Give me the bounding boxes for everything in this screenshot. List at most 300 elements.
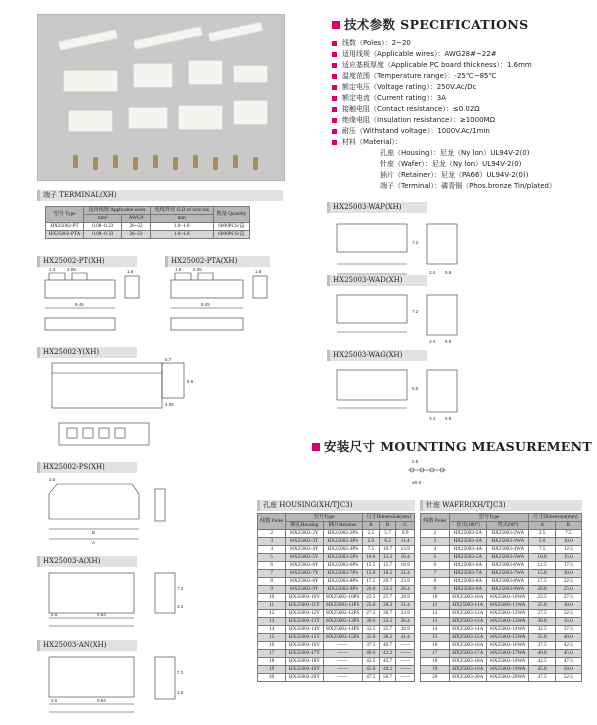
wap-side-view [427,224,457,264]
table-cell: HX25003-14WA [487,626,529,634]
y-header: HX25002-Y(XH) [37,347,137,358]
table-cell: HX25003-13WA [487,618,529,626]
table-cell: HX25002-10Y [286,594,323,602]
terminal-header [37,190,283,201]
table-cell: 20 [258,674,286,682]
wad-drawing [327,287,497,347]
table-cell: 15.0 [555,554,581,562]
table-cell: 18 [421,658,450,666]
table-cell: 45.0 [555,650,581,658]
table-row [258,634,415,642]
table-cell: 38.9 [396,626,415,634]
table-cell: 18.9 [396,562,415,570]
table-cell: 40.0 [362,650,379,658]
table-cell: 9 [258,586,286,594]
table-cell: 25.0 [555,586,581,594]
table-cell: 18 [258,658,286,666]
table-cell: 20.0 [362,586,379,594]
table-cell: 8 [421,578,450,586]
table-cell: HX25003-6A [449,562,487,570]
table-row [258,538,415,546]
table-cell: 10.0 [529,554,555,562]
table-cell: HX25003-13A [449,618,487,626]
table-cell: HX25003-3WA [487,538,529,546]
wafer-h-poles: 线数 Poles [421,514,450,530]
table-cell: 22.5 [529,594,555,602]
table-cell: 13.9 [396,546,415,554]
table-cell: HX25003-15WA [487,634,529,642]
an-dim-b: 1.5 [177,690,184,695]
table-cell: 23.2 [379,586,396,594]
table-cell: HX25002-7PS [323,570,362,578]
a-drawing [37,568,187,630]
table-cell: 42.5 [555,642,581,650]
table-cell: 40.7 [379,642,396,650]
table-row [421,650,582,658]
table-cell: HX25003-10A [449,594,487,602]
table-cell: HX25003-7A [449,570,487,578]
table-cell: 27.5 [555,594,581,602]
ps-side-view [155,489,165,521]
spec-item: 适用线规（Applicable wires）：AWG28#~22# [332,49,592,60]
y-bottom-view [59,423,149,445]
table-row [258,650,415,658]
table-row [421,674,582,682]
table-cell: HX25003-20WA [487,674,529,682]
table-cell: HX25002-9Y [286,586,323,594]
pt-drawing [37,268,155,343]
wag-drawing [327,362,497,422]
table-cell: 15.0 [362,570,379,578]
table-row [421,586,582,594]
mounting-title-en: MOUNTING MEASUREMENT [380,439,592,454]
table-cell: HX25003-2A [449,530,487,538]
housing-h-poles: 线数 Poles [258,514,286,530]
table-cell: HX25002-3PS [323,538,362,546]
table-cell: 35.0 [529,634,555,642]
table-cell: HX25002-15PS [323,634,362,642]
pt-body [45,280,115,298]
table-cell: —— [323,650,362,658]
table-cell: HX25002-3Y [286,538,323,546]
table-cell: HX25002-2PS [323,530,362,538]
table-row: HX25002-PT 0.08~0.33 26~22 1.0~1.8 6000PCS/盒 [46,223,250,231]
table-cell: HX25003-6WA [487,562,529,570]
an-dim-a: 2.5 [51,698,58,703]
table-cell: HX25002-2Y [286,530,323,538]
table-cell: 7.5 [555,530,581,538]
table-row [258,586,415,594]
ps-dim-b: B [92,530,96,535]
table-cell: 17 [258,650,286,658]
table-cell: 28.2 [379,602,396,610]
table-cell: —— [396,658,415,666]
table-cell: HX25003-17WA [487,650,529,658]
table-cell: HX25002-10PS [323,594,362,602]
spec-item: 耐压（Withstand voltage）：1000V.Ac/1min [332,126,592,137]
table-row [421,570,582,578]
table-cell: 13 [258,618,286,626]
table-row [421,658,582,666]
wafer-header: 针座 WAFER(XH/TJC3) [420,500,582,511]
wag-header: HX25003-WAG(XH) [327,350,427,361]
table-cell: 21.4 [396,570,415,578]
housing-h-type: 型号Type [286,514,363,522]
terminal-h-qty: 数量 Quantity [213,207,249,223]
spec-item: 线数（Poles）：2~20 [332,38,592,49]
table-cell: 17 [421,650,450,658]
table-cell: HX25003-2WA [487,530,529,538]
table-cell: HX25003-11A [449,602,487,610]
table-cell: 20.7 [379,578,396,586]
table-row [421,546,582,554]
wag-front-view [337,370,407,400]
table-cell: HX25002-6Y [286,562,323,570]
table-cell: HX25003-9WA [487,586,529,594]
table-cell: 10 [258,594,286,602]
table-cell: 17.5 [362,578,379,586]
wap-header: HX25003-WAP(XH) [327,202,427,213]
table-cell: 13.2 [379,554,396,562]
ps-header: HX25002-PS(XH) [37,462,137,473]
table-cell: 14 [421,626,450,634]
table-cell: HX25003-9A [449,586,487,594]
an-drawing [37,652,187,720]
housing-h-dim: 尺寸Dimension(mm) [362,514,414,522]
table-cell: 30.0 [362,618,379,626]
table-cell: 13 [421,618,450,626]
wag-side-view [427,370,457,412]
y-dim-b: 4.05 [165,402,174,407]
table-cell: 50.7 [379,674,396,682]
table-cell: HX25002-6PS [323,562,362,570]
table-cell: 35.7 [379,626,396,634]
table-cell: 45.0 [362,666,379,674]
material-item: 端子（Terminal）：磷青铜（Phos.bronze Tin/plated） [380,182,556,190]
housing-table: 线数 Poles 型号Type 尺寸Dimension(mm) 插孔Housing 插片Retainer A B C 2 HX25002-2Y HX25002-2PS 2.5 5.7 8.9 3 HX25002-3Y HX25002-3PS 5.0 8.2 11.4 4 HX25002-4Y HX25002-4PS 7.5 10.7 13.9 5 HX25002-5Y HX25002-5PS 10.0 13.2 16.4 6 HX25002-6Y HX25002-6PS 12.5 15.7 18.9 7 HX25002-7Y HX25002-7PS 15.0 18.2 21.4 8 HX25002-8Y HX25002-8PS 17.5 20.7 23.9 9 HX25002-9Y HX25002-9PS 20.0 23.2 26.4 10 HX25002-10Y HX25002-10PS 22.5 25.7 28.9 11 HX25002-11Y HX25002-11PS 25.0 28.2 31.4 12 HX25002-12Y HX25002-12PS 27.5 30.7 33.9 13 HX25002-13Y HX25002-13PS 30.0 33.2 36.4 14 HX25002-14Y HX25002-14PS 32.5 35.7 38.9 15 HX25002-15Y HX25002-15PS 35.0 38.2 41.4 16 HX25002-16Y —— 37.5 40.7 —— 17 HX25002-17Y —— 40.0 43.2 —— 18 HX25002-18Y —— 42.5 45.7 —— 19 HX25002-19Y —— 45.0 48.2 —— 20 HX25002-20Y —— 47.5 50.7 —— [257,513,415,682]
wap-front-view [337,224,407,252]
table-cell: 31.4 [396,602,415,610]
wafer-h-type: 型号Type [449,514,529,522]
ps-dim-c: A [92,540,96,545]
table-cell: 3 [258,538,286,546]
table-cell: 19 [258,666,286,674]
table-cell: 12 [421,610,450,618]
table-cell: HX25002-4Y [286,546,323,554]
table-cell: 36.4 [396,618,415,626]
wap-dim-c: 7.2 [412,240,419,245]
table-cell: HX25002-14Y [286,626,323,634]
table-row [258,610,415,618]
table-cell: —— [323,674,362,682]
ps-front-view [49,484,139,519]
a-side-view [155,573,175,613]
spec-item: 材料（Material）： [332,137,592,148]
table-cell: 45.0 [529,666,555,674]
table-cell: HX25003-18WA [487,658,529,666]
pta-dim-c: 1.8 [255,269,262,274]
table-cell: 2 [258,530,286,538]
table-cell: HX25002-5PS [323,554,362,562]
table-cell: HX25002-15Y [286,634,323,642]
an-side-view [155,657,175,699]
table-cell: 4 [421,546,450,554]
a-header: HX25003-A(XH) [37,556,137,567]
y-dim-c: 8.6 [187,379,194,384]
table-cell: 16 [421,642,450,650]
table-row [258,546,415,554]
table-row [421,666,582,674]
table-cell: HX25002-16Y [286,642,323,650]
table-cell: 42.5 [362,658,379,666]
wag-dim-c: 9.5 [412,386,419,391]
pt-dim-a: 1.3 [49,268,56,272]
table-row [421,538,582,546]
wafer-table: 线数 Poles 型号Type 尺寸Dimension(mm) 直式(180°) 弯式(90°) A B 2 HX25003-2A HX25003-2WA 2.5 7.5 3 HX25003-3A HX25003-3WA 5.0 10.0 4 HX25003-4A HX25003-4WA 7.5 12.5 5 HX25003-5A HX25003-5WA 10.0 15.0 6 HX25003-6A HX25003-6WA 12.5 17.5 7 HX25003-7A HX25003-7WA 15.0 20.0 8 HX25003-8A HX25003-8WA 17.5 22.5 9 HX25003-9A HX25003-9WA 20.0 25.0 10 HX25003-10A HX25003-10WA 22.5 27.5 11 HX25003-11A HX25003-11WA 25.0 30.0 12 HX25003-12A HX25003-12WA 27.5 32.5 13 HX25003-13A HX25003-13WA 30.0 35.0 14 HX25003-14A HX25003-14WA 32.5 37.5 15 HX25003-15A HX25003-15WA 35.0 40.0 16 HX25003-16A HX25003-16WA 37.5 42.5 17 HX25003-17A HX25003-17WA 40.0 45.0 18 HX25003-18A HX25003-18WA 42.5 47.5 19 HX25003-19A HX25003-19WA 45.0 50.0 20 HX25003-20A HX25003-20WA 47.5 52.5 [420,513,582,682]
table-row [421,562,582,570]
terminal-table [45,206,250,239]
table-cell: 20.0 [555,570,581,578]
table-cell: 35.0 [362,634,379,642]
table-cell: 8 [258,578,286,586]
specs-list [332,38,592,192]
table-row [421,618,582,626]
table-cell: 43.2 [379,650,396,658]
table-cell: HX25003-12WA [487,610,529,618]
table-cell: 16 [258,642,286,650]
table-cell: HX25003-4WA [487,546,529,554]
terminal-h-mm2: mm² [84,215,122,223]
table-cell: HX25002-20Y [286,674,323,682]
housing-header: 孔座 HOUSING(XH/TJC3) [257,500,415,511]
table-cell: HX25002-17Y [286,650,323,658]
table-cell: 32.5 [529,626,555,634]
table-row [258,618,415,626]
table-row [421,602,582,610]
table-cell: HX25002-9PS [323,586,362,594]
wafer-h-dim: 尺寸Dimension(mm) [529,514,582,522]
table-cell: 11.4 [396,538,415,546]
table-cell: HX25002-11Y [286,602,323,610]
spec-item: 温度范围（Temperature range）：-25℃~85℃ [332,71,592,82]
wad-front-view [337,295,407,323]
table-cell: —— [323,666,362,674]
table-cell: HX25002-12Y [286,610,323,618]
specs-title [332,14,528,33]
an-dim-c: 7.2 [177,670,184,675]
table-cell: 11 [421,602,450,610]
pt-bottom-view [45,318,115,330]
table-cell: 2.5 [529,530,555,538]
table-cell: —— [396,650,415,658]
material-item: 针座（Wafer）：尼龙（Ny lon）UL94V-2(0) [380,160,522,168]
table-cell: HX25003-16WA [487,642,529,650]
table-cell: 30.0 [529,618,555,626]
table-cell: 52.5 [555,674,581,682]
table-cell: 25.7 [379,594,396,602]
table-cell: 2.5 [362,530,379,538]
a-dim-c: 7.2 [177,586,184,591]
ps-drawing [37,474,187,549]
terminal-h-mm: mm [150,215,213,223]
table-cell: 47.5 [555,658,581,666]
table-cell: 50.0 [555,666,581,674]
pta-dim-len: 6.45 [201,302,210,307]
pta-body [171,280,243,298]
table-cell: HX25003-11WA [487,602,529,610]
table-row [421,594,582,602]
table-cell: HX25003-7WA [487,570,529,578]
material-item: 孔座（Housing）：尼龙（Ny lon）UL94V-2(0) [380,149,530,157]
table-cell: HX25003-15A [449,634,487,642]
table-cell: 47.5 [362,674,379,682]
table-row [258,674,415,682]
table-cell: 32.5 [362,626,379,634]
table-row [421,626,582,634]
table-cell: 33.2 [379,618,396,626]
table-cell: 8.2 [379,538,396,546]
table-cell: 5 [421,554,450,562]
pta-crimp [175,273,213,280]
table-cell: 8.9 [396,530,415,538]
table-cell: 22.5 [362,594,379,602]
wag-dim-a: 3.4 [429,416,436,421]
table-cell: 9 [421,586,450,594]
table-row [258,562,415,570]
table-cell: HX25002-12PS [323,610,362,618]
table-cell: 15 [421,634,450,642]
table-cell: 28.9 [396,594,415,602]
table-row [421,578,582,586]
table-cell: 5.0 [362,538,379,546]
wap-dim-b: 5.8 [445,270,452,275]
table-cell: 7.5 [529,546,555,554]
table-cell: HX25002-13PS [323,618,362,626]
table-cell: 4 [258,546,286,554]
table-cell: 37.5 [529,642,555,650]
table-cell: 2 [421,530,450,538]
wap-dim-a: 3.4 [429,270,436,275]
table-row [258,530,415,538]
table-cell: HX25002-7Y [286,570,323,578]
table-row [258,570,415,578]
table-cell: —— [323,642,362,650]
table-cell: HX25002-19Y [286,666,323,674]
an-dim-d: 0.64 [97,698,106,703]
y-side-view [162,363,184,398]
table-row [258,626,415,634]
table-cell: 27.5 [529,610,555,618]
pt-crimp [49,273,87,280]
table-cell: 3 [421,538,450,546]
table-row [421,634,582,642]
terminal-title: 端子 TERMINAL(XH) [43,191,117,199]
table-cell: 42.5 [529,658,555,666]
table-cell: 6 [258,562,286,570]
pta-header: HX25002-PTA(XH) [165,256,270,267]
table-cell: HX25002-5Y [286,554,323,562]
table-cell: 12.5 [529,562,555,570]
wad-dim-a: 3.4 [429,339,436,344]
table-row: HX25002-PTA 0.08~0.33 26~22 1.0~1.8 6000PCS/盒 [46,231,250,239]
wag-dim-b: 5.9 [445,416,452,421]
wad-dim-b: 5.8 [445,339,452,344]
spec-item: 额定电流（Current rating）：3A [332,93,592,104]
pta-end-view [253,276,267,298]
terminal-h-wires: 适用线规 Applicable wires [84,207,151,215]
table-cell: 11 [258,602,286,610]
table-row [258,666,415,674]
a-front-view [49,573,134,613]
table-cell: 15.0 [529,570,555,578]
table-cell: 25.0 [529,602,555,610]
table-cell: HX25002-11PS [323,602,362,610]
terminal-h-awg: AWG# [122,215,150,223]
table-cell: HX25002-8Y [286,578,323,586]
pink-square-icon [312,443,320,451]
table-cell: 10 [421,594,450,602]
table-cell: HX25003-18A [449,658,487,666]
table-cell: 23.9 [396,578,415,586]
mounting-drawing [400,456,460,491]
table-cell: 14 [258,626,286,634]
table-row [421,610,582,618]
specs-title-cn: 技术参数 [344,17,396,32]
spec-item: 额定电压（Voltage rating）：250V.Ac/Dc [332,82,592,93]
table-cell: 26.4 [396,586,415,594]
table-row [258,578,415,586]
table-row [258,602,415,610]
table-cell: 30.0 [555,602,581,610]
table-cell: HX25002-14PS [323,626,362,634]
terminal-h-od: 电线外径 O.D of wire ins [150,207,213,215]
table-cell: 32.5 [555,610,581,618]
table-cell: 10.7 [379,546,396,554]
pta-drawing [163,268,283,343]
terminal-h-type: 型号 Type [46,207,84,223]
table-cell: 7.5 [362,546,379,554]
pta-bottom-view [171,318,243,330]
table-cell: HX25003-17A [449,650,487,658]
table-cell: HX25003-12A [449,610,487,618]
table-cell: 41.4 [396,634,415,642]
table-cell: HX25003-4A [449,546,487,554]
table-cell: 7 [258,570,286,578]
table-cell: 10.0 [555,538,581,546]
table-cell: 33.9 [396,610,415,618]
wad-header: HX25003-WAD(XH) [327,275,427,286]
spec-item: 适应基板厚度（Applicable PC board thickness）：1.6mm [332,60,592,71]
a-dim-a: 2.5 [51,612,58,617]
table-cell: 5.0 [529,538,555,546]
table-cell: 12.5 [555,546,581,554]
table-cell: 47.5 [529,674,555,682]
table-cell: 7 [421,570,450,578]
pt-dim-c: 1.6 [127,269,134,274]
table-cell: 16.4 [396,554,415,562]
table-cell: HX25003-19A [449,666,487,674]
table-cell: HX25002-13Y [286,618,323,626]
an-header: HX25003-AN(XH) [37,640,137,651]
y-dim-a: 5.7 [165,358,172,362]
table-cell: 20.0 [529,586,555,594]
table-cell: HX25002-4PS [323,546,362,554]
table-cell: HX25003-5A [449,554,487,562]
wad-side-view [427,295,457,335]
table-cell: 12 [258,610,286,618]
table-cell: 40.0 [555,634,581,642]
wafer-rows [421,530,582,682]
